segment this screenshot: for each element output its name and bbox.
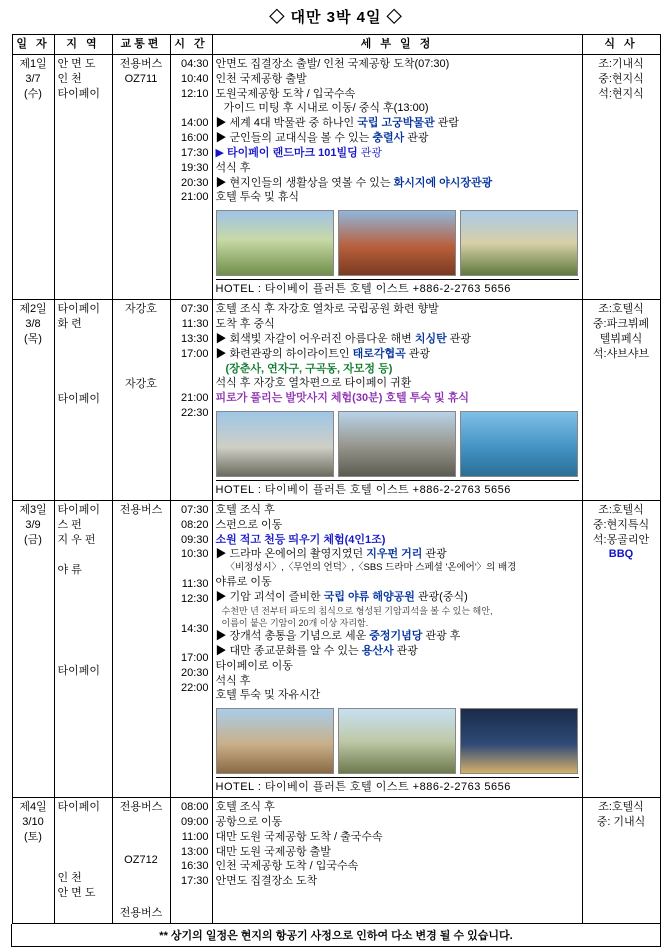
detail-line: ▶ 타이페이 랜드마크 101빌딩 관광 [215,146,383,159]
area-item: 인 천 [57,72,82,85]
photo-thumbnail [216,210,334,276]
hotel-info: HOTEL : 타이베이 플러튼 호텔 이스트 +886-2-2763 5656 [216,777,579,795]
time-item: 22:30 [180,407,209,420]
area-item: 타이페이 [57,503,101,516]
area-item: 안 면 도 [57,57,96,70]
day-area-cell [54,300,112,501]
detail-line: 호텔 조식 후 [215,503,275,516]
detail-line: 피로가 풀리는 발맛사지 체험(30분) 호텔 투숙 및 휴식 [215,392,469,405]
table-header-row [12,35,660,55]
time-item: 17:00 [180,347,209,360]
day-date-cell [12,500,54,797]
time-item: 17:30 [180,146,209,159]
time-item: 11:30 [181,578,209,591]
time-item: 08:00 [180,801,209,814]
header-meal: 식 사 [582,35,660,55]
photo-thumbnail [338,708,456,774]
detail-line: 스펀으로 이동 [215,518,283,531]
detail-line: ▶ 드라마 온에어의 촬영지였던 지우펀 거리 관광 [215,548,447,561]
day-weekday: (목) [24,332,42,345]
day-detail-cell [212,500,582,797]
day-area-cell [54,798,112,924]
detail-line: ▶ 기암 괴석이 즐비한 국립 야류 해양공원 관광(중식) [215,590,468,603]
detail-line: ▶ 세계 4대 박물관 중 하나인 국립 고궁박물관 관람 [215,117,459,130]
table-row [12,300,660,501]
day-transport-cell [112,500,170,797]
area-item: 타이페이 [57,87,101,100]
detail-line: ▶ 군인들의 교대식을 볼 수 있는 충렬사 관광 [215,132,429,145]
detail-line: ▶ 화련관광의 하이라이트인 태로각협곡 관광 [215,347,431,360]
time-item: 12:10 [180,87,209,100]
detail-line: 석식 후 [215,161,251,174]
photo-thumbnail [460,210,578,276]
detail-line: 호텔 조식 후 자강호 열차로 국립공원 화련 향발 [215,303,439,316]
day-date: 3/8 [25,317,41,330]
detail-line: 석식 후 자강호 열차편으로 타이페이 귀환 [215,377,412,390]
photo-thumbnail [216,411,334,477]
header-transport: 교통편 [112,35,170,55]
time-item: 16:00 [180,132,209,145]
detail-line: 소원 적고 천등 띄우기 체험(4인1조) [215,533,386,546]
meal-item: 중:현지특식 [592,518,650,531]
day-label: 제2일 [19,303,47,316]
day-time-cell [170,300,212,501]
transport-item: 자강호 [125,303,157,316]
detail-line: 인천 국제공항 출발 [215,72,307,85]
time-item: 14:00 [180,117,209,130]
area-item: 스 펀 [57,518,82,531]
area-item: 타이페이 [57,801,101,814]
day-date: 3/10 [22,815,44,828]
time-item: 07:30 [180,503,209,516]
footnote: ** 상기의 일정은 현지의 항공기 사정으로 인하여 다소 변경 될 수 있습니다. [11,924,661,947]
transport-item: OZ712 [124,853,158,866]
day-meal-cell [582,798,660,924]
area-item: 지 우 펀 [57,533,96,546]
area-item: 타이페이 [57,303,101,316]
header-area: 지 역 [54,35,112,55]
time-item: 16:30 [180,860,209,873]
day-label: 제3일 [19,503,47,516]
day-label: 제1일 [19,57,47,70]
day-detail-cell [212,300,582,501]
area-item: 인 천 [57,871,82,884]
detail-line: 타이페이로 이동 [215,659,293,672]
time-item: 11:00 [181,830,209,843]
time-item: 19:30 [180,161,209,174]
time-item: 13:30 [180,332,209,345]
meal-item: BBQ [608,548,634,561]
day-meal-cell [582,300,660,501]
detail-line: 인천 국제공항 도착 / 입국수속 [215,860,359,873]
day-meal-cell [582,54,660,299]
meal-item: 조:호텔식 [598,303,644,316]
meal-item: 중: 기내식 [596,815,646,828]
transport-item: 자강호 [125,377,157,390]
time-item: 17:00 [180,652,209,665]
time-item: 20:30 [180,667,209,680]
detail-line: (장춘사, 연자구, 구곡동, 자모정 등) [225,362,393,375]
time-item: 17:30 [180,875,209,888]
area-item: 타이페이 [57,665,101,678]
time-item: 13:00 [180,845,209,858]
detail-line: 도착 후 중식 [215,317,275,330]
transport-item: OZ711 [124,72,158,85]
area-item: 화 련 [57,317,82,330]
day-date: 3/7 [25,72,41,85]
time-item: 04:30 [180,57,209,70]
photo-thumbnail [460,411,578,477]
day-date-cell [12,54,54,299]
meal-item: 조:호텔식 [598,801,644,814]
day-time-cell [170,54,212,299]
detail-line: ▶ 대만 종교문화를 알 수 있는 용산사 관광 [215,644,418,657]
time-item-blank [174,362,209,377]
detail-line: 대만 도원 국제공항 출발 [215,845,331,858]
area-item: 타이페이 [57,392,101,405]
detail-line: 대만 도원 국제공항 도착 / 출국수속 [215,830,383,843]
detail-line: 공항으로 이동 [215,815,283,828]
day-transport-cell [112,54,170,299]
header-time: 시 간 [170,35,212,55]
day-detail-cell [212,798,582,924]
detail-line: 석식 후 [215,674,251,687]
meal-item: 조:호텔식 [598,503,644,516]
detail-line: 수천만 년 전부터 파도의 침식으로 형성된 기암괴석을 볼 수 있는 해안, [221,605,493,616]
day-time-cell [170,500,212,797]
transport-item: 전용버스 [119,801,163,814]
detail-line: 안면도 집결장소 출발/ 인천 국제공항 도착(07:30) [215,57,450,70]
detail-line: ▶ 장개석 총통을 기념으로 세운 중정기념당 관광 후 [215,630,461,643]
photo-strip [216,411,579,477]
photo-strip [216,210,579,276]
detail-line: ▶ 현지인들의 생활상을 엿볼 수 있는 화시지에 야시장관광 [215,176,493,189]
day-weekday: (수) [24,87,42,100]
day-time-cell [170,798,212,924]
meal-item: 조:기내식 [598,57,644,70]
transport-item: 전용버스 [119,503,163,516]
header-date: 일 자 [12,35,54,55]
detail-line: 가이드 미팅 후 시내로 이동/ 중식 후(13:00) [223,102,429,115]
meal-item: 중:파크뷔페 [592,317,650,330]
time-item-blank [174,607,209,622]
time-item: 11:30 [181,317,209,330]
itinerary-table [12,34,661,924]
hotel-info: HOTEL : 타이베이 플러튼 호텔 이스트 +886-2-2763 5656 [216,279,579,297]
table-body [12,54,660,923]
photo-thumbnail [338,210,456,276]
detail-line: 안면도 집결장소 도착 [215,875,318,888]
day-meal-cell [582,500,660,797]
time-item: 09:00 [180,815,209,828]
time-item: 08:20 [180,518,209,531]
day-area-cell [54,54,112,299]
detail-line: 호텔 조식 후 [215,801,275,814]
photo-thumbnail [338,411,456,477]
time-item: 10:40 [180,72,209,85]
time-item-blank [174,376,209,391]
table-row [12,798,660,924]
day-date-cell [12,798,54,924]
transport-item: 전용버스 [119,57,163,70]
day-transport-cell [112,300,170,501]
photo-strip [216,708,579,774]
table-row [12,500,660,797]
detail-line: ▶ 회색빛 자갈이 어우러진 아름다운 해변 치싱탄 관광 [215,332,472,345]
time-item-blank [174,636,209,651]
area-item: 안 면 도 [57,886,96,899]
time-item: 07:30 [180,303,209,316]
time-item-blank [174,562,209,577]
time-item: 12:30 [180,592,209,605]
day-date: 3/9 [25,518,41,531]
table-row [12,54,660,299]
photo-thumbnail [460,708,578,774]
detail-line: 호텔 투숙 및 휴식 [215,191,300,204]
meal-item: 텔뷔페식 [599,332,643,345]
detail-line: 야류로 이동 [215,576,272,589]
day-weekday: (금) [24,533,42,546]
header-detail: 세 부 일 정 [212,35,582,55]
day-area-cell [54,500,112,797]
day-label: 제4일 [19,801,47,814]
detail-line: 도원국제공항 도착 / 입국수속 [215,87,356,100]
area-item: 야 류 [57,564,82,577]
page-title: ◇ 대만 3박 4일 ◇ [269,9,403,26]
day-date-cell [12,300,54,501]
time-item: 14:30 [180,622,209,635]
detail-line: 〈비정성시〉,〈무언의 언덕〉,〈SBS 드라마 스페셜 '온에어'〉의 배경 [225,562,517,574]
time-item-blank [174,101,209,116]
meal-item: 석:샤브샤브 [592,347,650,360]
time-item: 22:00 [180,682,209,694]
day-weekday: (토) [24,830,42,843]
meal-item: 석:현지식 [598,87,644,100]
time-item: 20:30 [180,176,209,189]
time-item: 21:00 [180,191,209,204]
hotel-info: HOTEL : 타이베이 플러튼 호텔 이스트 +886-2-2763 5656 [216,480,579,498]
time-item: 09:30 [180,533,209,546]
day-detail-cell [212,54,582,299]
transport-item: 전용버스 [119,906,163,919]
time-item: 10:30 [180,548,209,561]
detail-line: 호텔 투숙 및 자유시간 [215,689,321,702]
detail-line: 이름이 붙은 기암이 20개 이상 자리함. [221,617,369,628]
meal-item: 중:현지식 [598,72,644,85]
day-transport-cell [112,798,170,924]
meal-item: 석:몽골리안 [592,533,650,546]
time-item: 21:00 [180,392,209,405]
photo-thumbnail [216,708,334,774]
